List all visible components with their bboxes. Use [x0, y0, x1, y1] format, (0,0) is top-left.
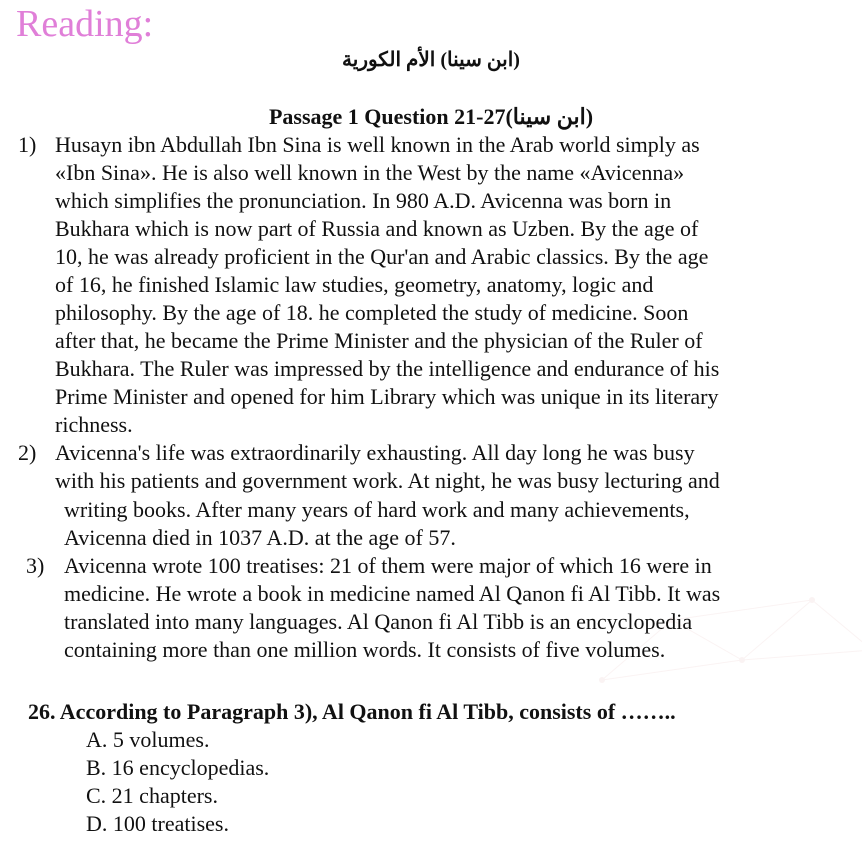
paragraph-line: writing books. After many years of hard work and many achievements, — [64, 497, 690, 522]
option-b[interactable]: B. 16 encyclopedias. — [86, 755, 270, 780]
paragraph-line: Prime Minister and opened for him Library which was unique in its literary — [55, 384, 719, 409]
paragraph-line: Avicenna wrote 100 treatises: 21 of them were major of which 16 were in — [64, 553, 712, 578]
paragraph-line: translated into many languages. Al Qanon fi Al Tibb is an encyclopedia — [64, 609, 693, 634]
paragraph-number: 1) — [18, 132, 37, 157]
passage-title: Passage 1 Question 21-27(ابن سينا) — [268, 104, 594, 129]
paragraph-line: after that, he became the Prime Minister and the physician of the Ruler of — [55, 328, 703, 353]
paragraph-line: 10, he was already proficient in the Qur'an and Arabic classics. By the age — [55, 244, 709, 269]
paragraph-line: richness. — [55, 412, 133, 437]
paragraph-line: medicine. He wrote a book in medicine named Al Qanon fi Al Tibb. It was — [64, 581, 721, 606]
paragraph-line: philosophy. By the age of 18. he completed the study of medicine. Soon — [55, 300, 689, 325]
paragraph-line: Husayn ibn Abdullah Ibn Sina is well known in the Arab world simply as — [55, 132, 700, 157]
paragraph-line: Avicenna died in 1037 A.D. at the age of 57. — [64, 525, 456, 550]
paragraph-line: of 16, he finished Islamic law studies, geometry, anatomy, logic and — [55, 272, 654, 297]
question-26: 26. According to Paragraph 3), Al Qanon fi Al Tibb, consists of …….. — [28, 699, 676, 724]
option-d[interactable]: D. 100 treatises. — [86, 811, 229, 836]
paragraph-number: 2) — [18, 440, 37, 465]
paragraph-number: 3) — [26, 553, 45, 578]
paragraph-line: Bukhara which is now part of Russia and known as Uzben. By the age of — [55, 216, 699, 241]
page-heading: Reading: — [16, 3, 154, 45]
paragraph-line: with his patients and government work. At night, he was busy lecturing and — [55, 468, 720, 493]
option-a[interactable]: A. 5 volumes. — [86, 727, 210, 752]
paragraph-line: Bukhara. The Ruler was impressed by the intelligence and endurance of his — [55, 356, 720, 381]
arabic-subtitle: (ابن سينا) الأم الكورية — [342, 49, 520, 71]
paragraph-line: Avicenna's life was extraordinarily exhausting. All day long he was busy — [55, 440, 695, 465]
paragraph-line: which simplifies the pronunciation. In 980 A.D. Avicenna was born in — [55, 188, 672, 213]
paragraph-line: «Ibn Sina». He is also well known in the West by the name «Avicenna» — [55, 160, 685, 185]
paragraph-line: containing more than one million words. It consists of five volumes. — [64, 637, 666, 662]
option-c[interactable]: C. 21 chapters. — [86, 783, 218, 808]
